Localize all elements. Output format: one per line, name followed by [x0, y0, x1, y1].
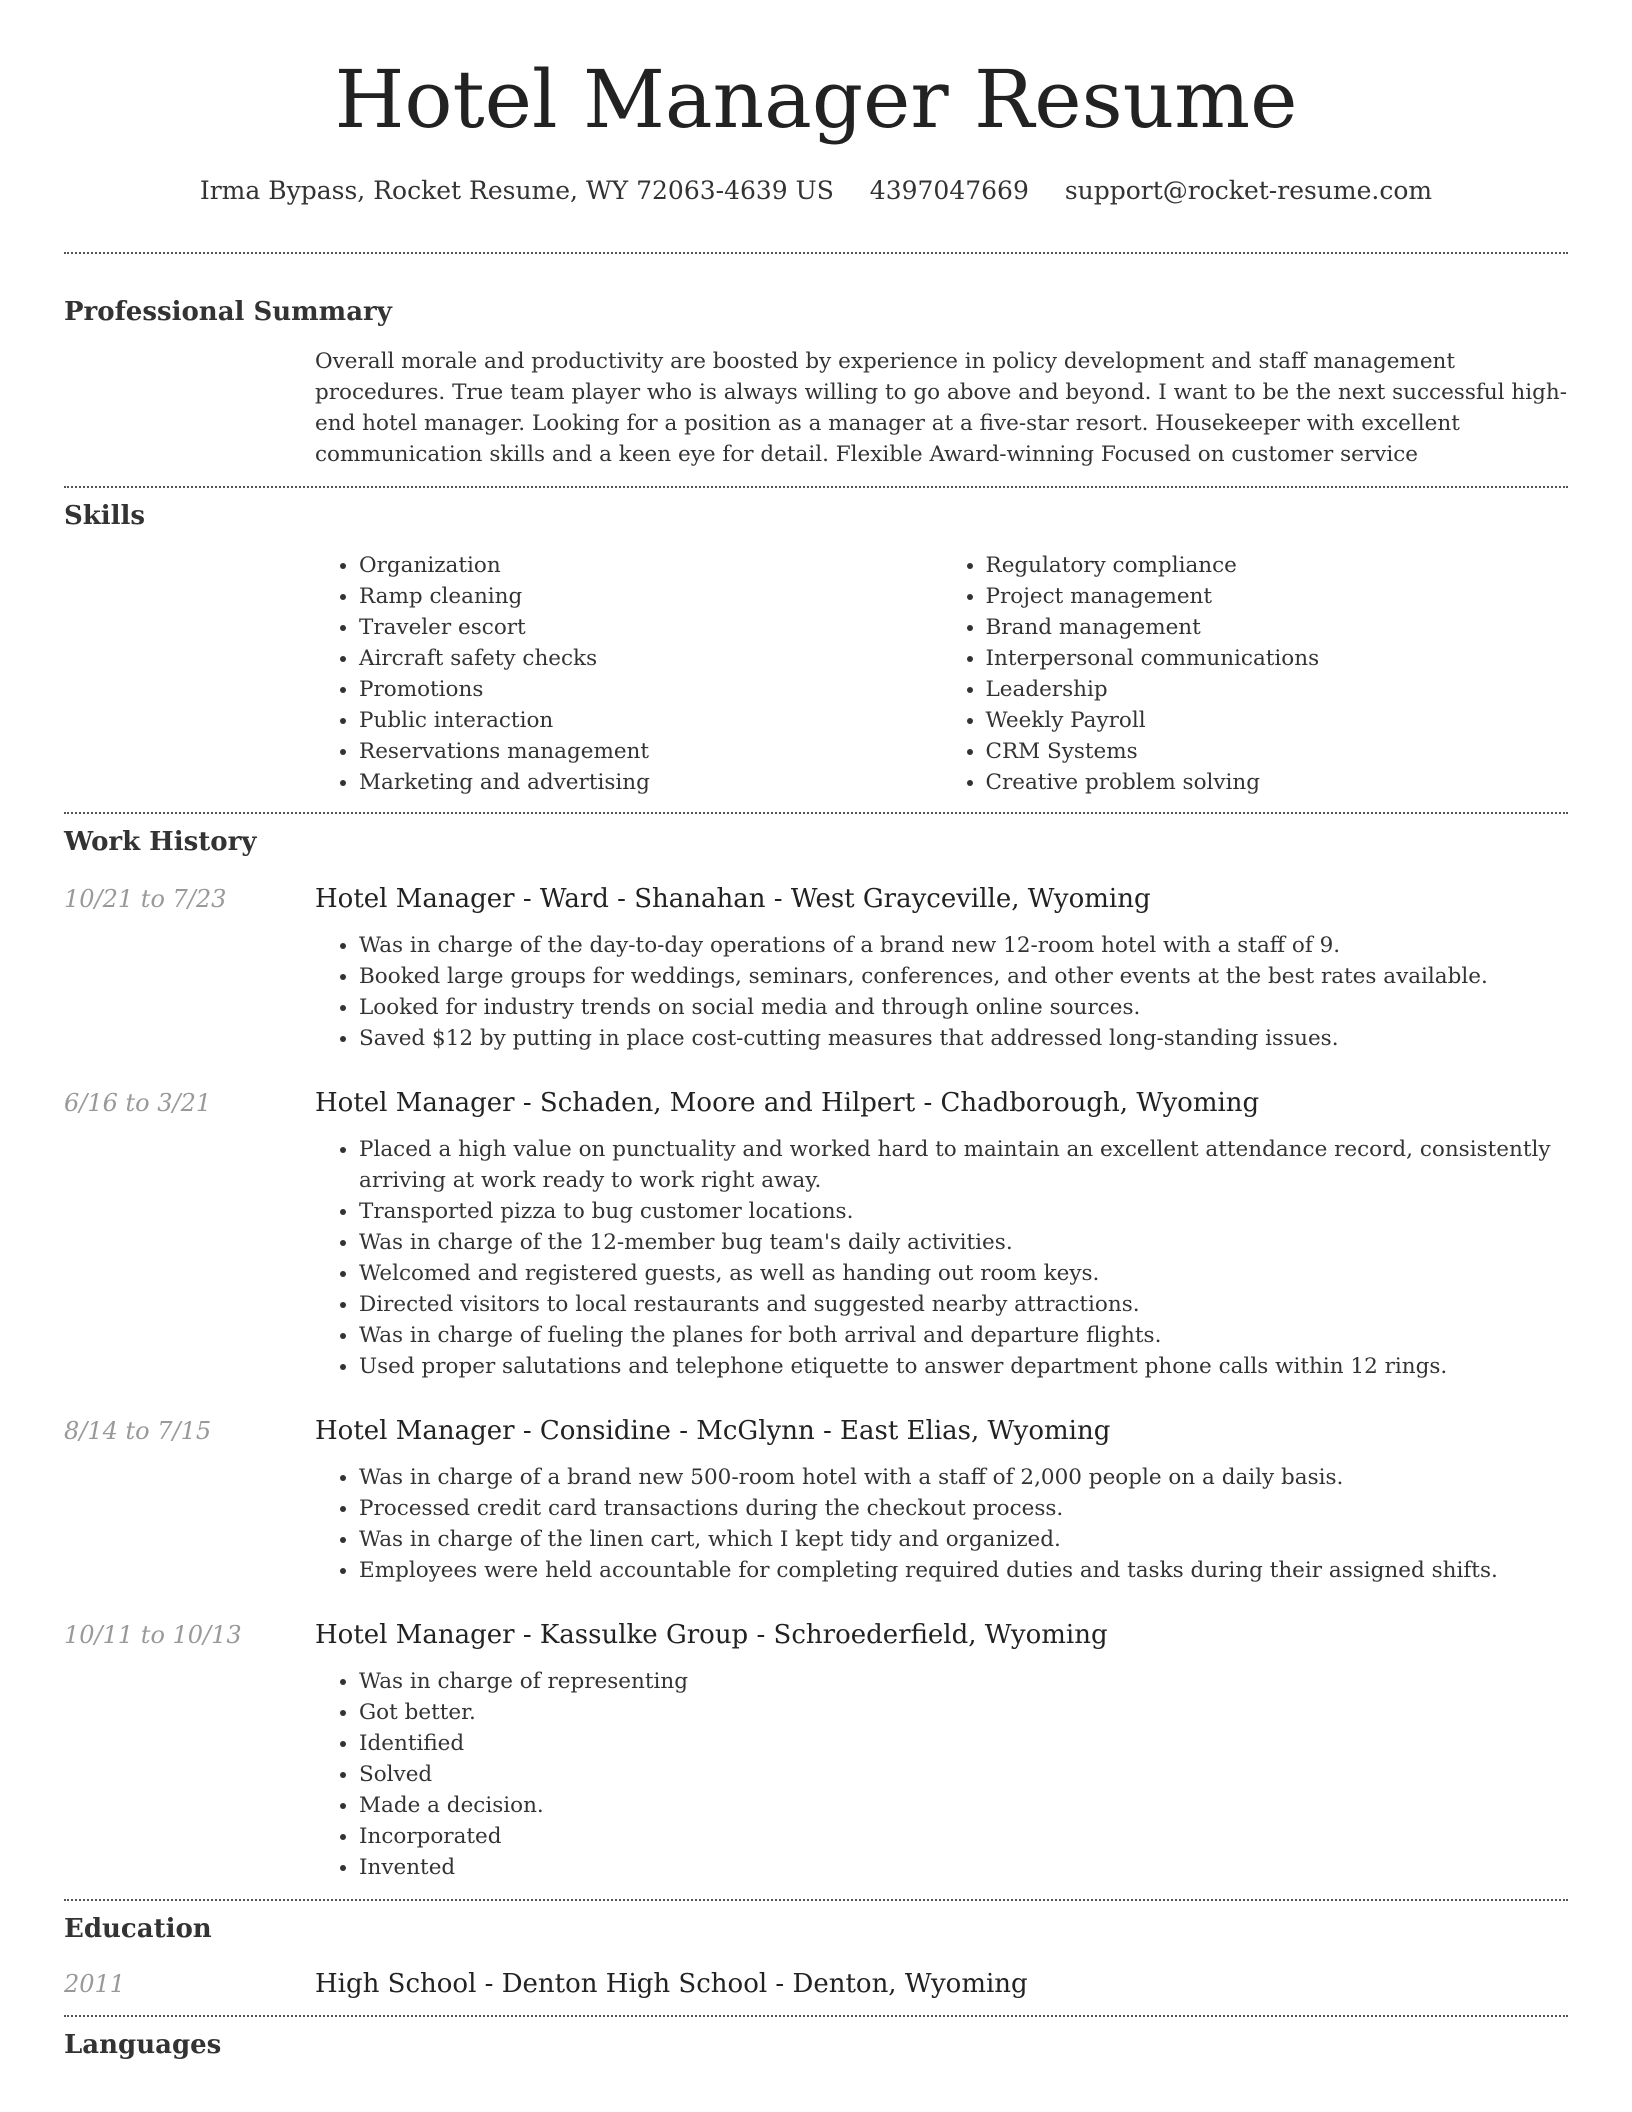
- job-bullet: • Welcomed and registered guests, as well as handing out room keys.: [359, 1258, 1568, 1289]
- job-bullet: • Placed a high value on punctuality and worked hard to maintain an excellent attendance record, consistently arriving at work ready to work right away.: [359, 1134, 1568, 1196]
- work-history-heading: Work History: [64, 827, 257, 857]
- summary-heading: Professional Summary: [64, 297, 392, 327]
- skills-section: [64, 488, 1568, 798]
- skills-heading: Skills: [64, 501, 146, 531]
- skill-item: • Traveler escort: [359, 612, 942, 643]
- skills-list-right: [942, 550, 1569, 798]
- job-bullet: • Got better.: [359, 1697, 1568, 1728]
- summary-text: Overall morale and productivity are boosted by experience in policy development and staff management procedures. True team player who is always willing to go above and beyond. I want to be the next successful high-end hotel manager. Looking for a position as a manager at a five-star resort. Housekeeper with excellent communication skills and a keen eye for detail. Flexible Award-winning Focused on customer service: [315, 349, 1567, 467]
- job-bullet: • Was in charge of representing: [359, 1666, 1568, 1697]
- job-entry: [64, 1414, 1568, 1586]
- education-section: [64, 1901, 1568, 2001]
- job-title: Hotel Manager - Ward - Shanahan - West Grayceville, Wyoming: [315, 884, 1151, 914]
- job-bullet: • Was in charge of the day-to-day operations of a brand new 12-room hotel with a staff of 9.: [359, 930, 1568, 961]
- job-bullet: • Was in charge of the 12-member bug team's daily activities.: [359, 1227, 1568, 1258]
- education-title: High School - Denton High School - Denton, Wyoming: [315, 1969, 1028, 1999]
- languages-section: [64, 2017, 1568, 2063]
- contact-line: [64, 174, 1568, 208]
- education-dates: 2011: [64, 1970, 126, 1998]
- contact-address: Irma Bypass, Rocket Resume, WY 72063-4639 US: [199, 176, 834, 205]
- skills-list-left: [315, 550, 942, 798]
- education-entry: [64, 1967, 1568, 2001]
- job-bullet: • Directed visitors to local restaurants and suggested nearby attractions.: [359, 1289, 1568, 1320]
- job-details: [315, 1618, 1568, 1883]
- job-entry: [64, 1086, 1568, 1382]
- education-heading: Education: [64, 1914, 212, 1944]
- job-bullet: • Was in charge of the linen cart, which I kept tidy and organized.: [359, 1524, 1568, 1555]
- skill-item: • Regulatory compliance: [986, 550, 1569, 581]
- job-entry: [64, 1618, 1568, 1883]
- languages-heading: Languages: [64, 2030, 222, 2060]
- job-bullet: • Made a decision.: [359, 1790, 1568, 1821]
- contact-phone: 4397047669: [869, 176, 1029, 205]
- job-details: [315, 1086, 1568, 1382]
- job-details: [315, 882, 1568, 1054]
- summary-section: [64, 254, 1568, 470]
- skill-item: • Public interaction: [359, 705, 942, 736]
- job-bullet: • Was in charge of a brand new 500-room hotel with a staff of 2,000 people on a daily basis.: [359, 1462, 1568, 1493]
- job-bullets: [315, 1134, 1568, 1382]
- job-bullet: • Looked for industry trends on social media and through online sources.: [359, 992, 1568, 1023]
- job-bullet: • Solved: [359, 1759, 1568, 1790]
- job-dates: 6/16 to 3/21: [64, 1089, 212, 1117]
- job-bullets: [315, 1666, 1568, 1883]
- job-bullet: • Saved $12 by putting in place cost-cutting measures that addressed long-standing issues.: [359, 1023, 1568, 1054]
- job-bullets: [315, 1462, 1568, 1586]
- skill-item: • Creative problem solving: [986, 767, 1569, 798]
- job-bullet: • Identified: [359, 1728, 1568, 1759]
- job-bullet: • Invented: [359, 1852, 1568, 1883]
- skill-item: • Ramp cleaning: [359, 581, 942, 612]
- job-entry: [64, 882, 1568, 1054]
- job-bullet: • Employees were held accountable for completing required duties and tasks during their assigned shifts.: [359, 1555, 1568, 1586]
- skill-item: • Aircraft safety checks: [359, 643, 942, 674]
- skill-item: • Weekly Payroll: [986, 705, 1569, 736]
- job-bullet: • Was in charge of fueling the planes for both arrival and departure flights.: [359, 1320, 1568, 1351]
- job-title: Hotel Manager - Considine - McGlynn - East Elias, Wyoming: [315, 1416, 1111, 1446]
- skill-item: • Reservations management: [359, 736, 942, 767]
- contact-email: support@rocket-resume.com: [1064, 176, 1433, 205]
- job-title: Hotel Manager - Kassulke Group - Schroederfield, Wyoming: [315, 1620, 1108, 1650]
- skill-item: • Leadership: [986, 674, 1569, 705]
- job-bullet: • Incorporated: [359, 1821, 1568, 1852]
- job-title: Hotel Manager - Schaden, Moore and Hilpert - Chadborough, Wyoming: [315, 1088, 1260, 1118]
- job-bullet: • Processed credit card transactions during the checkout process.: [359, 1493, 1568, 1524]
- skill-item: • Promotions: [359, 674, 942, 705]
- skill-item: • Brand management: [986, 612, 1569, 643]
- job-dates: 8/14 to 7/15: [64, 1417, 212, 1445]
- skills-columns: [315, 550, 1568, 798]
- job-bullet: • Booked large groups for weddings, seminars, conferences, and other events at the best rates available.: [359, 961, 1568, 992]
- skill-item: • CRM Systems: [986, 736, 1569, 767]
- job-bullet: • Used proper salutations and telephone etiquette to answer department phone calls within 12 rings.: [359, 1351, 1568, 1382]
- job-bullet: • Transported pizza to bug customer locations.: [359, 1196, 1568, 1227]
- page-title: Hotel Manager Resume: [334, 53, 1298, 146]
- skill-item: • Organization: [359, 550, 942, 581]
- resume-page: [64, 0, 1568, 2063]
- education-details: [315, 1967, 1568, 2001]
- skill-item: • Project management: [986, 581, 1569, 612]
- job-dates: 10/21 to 7/23: [64, 885, 227, 913]
- skill-item: • Marketing and advertising: [359, 767, 942, 798]
- job-details: [315, 1414, 1568, 1586]
- skill-item: • Interpersonal communications: [986, 643, 1569, 674]
- work-history-section: [64, 814, 1568, 1883]
- job-bullets: [315, 930, 1568, 1054]
- job-dates: 10/11 to 10/13: [64, 1621, 242, 1649]
